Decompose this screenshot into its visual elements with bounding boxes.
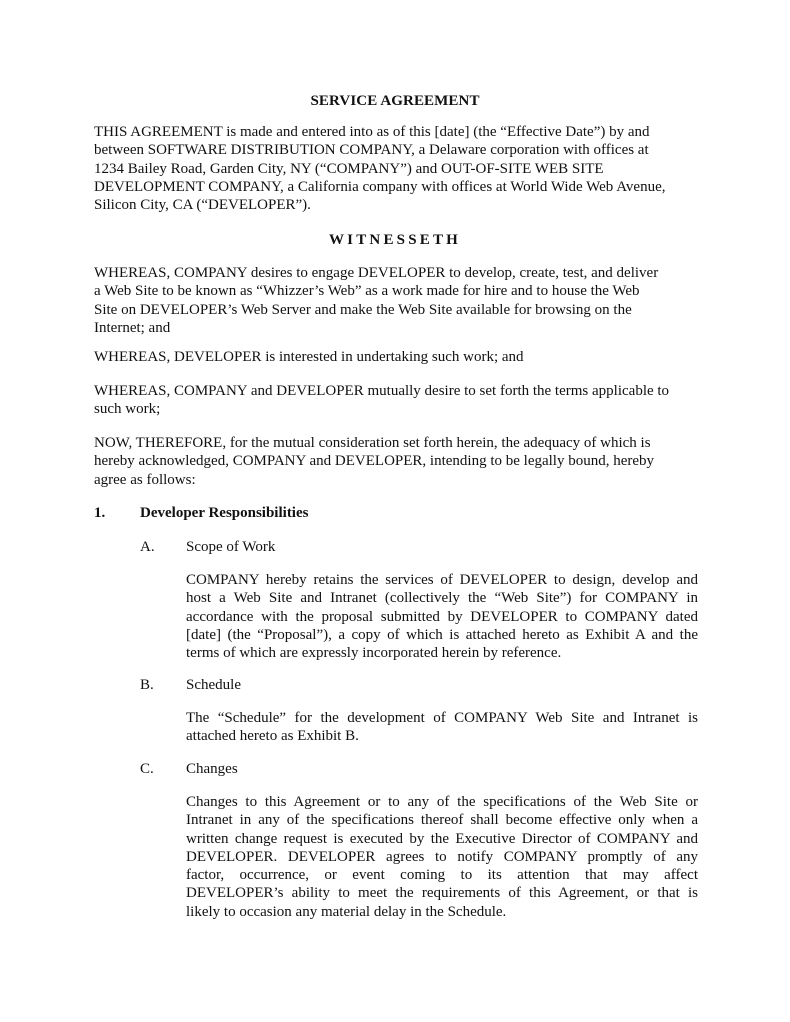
whereas-line: a Web Site to be known as “Whizzer’s Web” as a work made for hire and to house the Web <box>94 283 640 300</box>
intro-paragraph <box>94 123 714 214</box>
whereas-paragraph-2 <box>94 348 714 366</box>
subsection-line: DEVELOPER. DEVELOPER agrees to notify COMPANY promptly of any <box>186 848 698 865</box>
section-number: 1. <box>94 505 106 521</box>
now-therefore-paragraph <box>94 434 714 489</box>
subsection-line: COMPANY hereby retains the services of DEVELOPER to design, develop and <box>186 572 698 588</box>
subsection-body <box>186 571 698 662</box>
intro-line: between SOFTWARE DISTRIBUTION COMPANY, a Delaware corporation with offices at <box>94 142 649 159</box>
witnesseth-heading: WITNESSETH <box>328 232 462 248</box>
subsection-body <box>186 793 698 921</box>
subsection-line: written change request is executed by the Executive Director of COMPANY and <box>186 830 698 847</box>
subsection-title: Schedule <box>186 677 241 693</box>
intro-line: THIS AGREEMENT is made and entered into as of this [date] (the “Effective Date”) by and <box>94 124 650 140</box>
whereas-line: WHEREAS, COMPANY and DEVELOPER mutually desire to set forth the terms applicable to <box>94 383 670 399</box>
subsection-line: DEVELOPER’s ability to meet the requirements of this Agreement, or that is <box>186 885 698 902</box>
intro-line: Silicon City, CA (“DEVELOPER”). <box>94 197 311 214</box>
intro-line: 1234 Bailey Road, Garden City, NY (“COMPANY”) and OUT-OF-SITE WEB SITE <box>94 160 604 177</box>
subsection-line: Changes to this Agreement or to any of the specifications of the Web Site or <box>186 794 698 810</box>
document-title: SERVICE AGREEMENT <box>310 93 480 109</box>
now-therefore-line: agree as follows: <box>94 471 196 488</box>
subsection-line: The “Schedule” for the development of COMPANY Web Site and Intranet is <box>186 710 698 726</box>
subsection-line: Intranet in any of the specifications thereof shall become effective only when a <box>186 812 698 829</box>
subsection-line: terms of which are expressly incorporated herein by reference. <box>186 645 562 662</box>
now-therefore-line: hereby acknowledged, COMPANY and DEVELOPER, intending to be legally bound, hereby <box>94 453 655 470</box>
subsection-title: Changes <box>186 761 238 777</box>
subsection-line: [date] (the “Proposal”), a copy of which is attached hereto as Exhibit A and the <box>186 626 698 643</box>
whereas-line: WHEREAS, DEVELOPER is interested in undertaking such work; and <box>94 349 524 365</box>
section-title: Developer Responsibilities <box>140 505 309 521</box>
whereas-line: WHEREAS, COMPANY desires to engage DEVELOPER to develop, create, test, and deliver <box>94 265 659 281</box>
subsection-line: host a Web Site and Intranet (collectively the “Web Site”) for COMPANY in <box>186 590 698 607</box>
subsection-letter: A. <box>140 539 155 555</box>
subsection-line: attached hereto as Exhibit B. <box>186 728 359 745</box>
now-therefore-line: NOW, THEREFORE, for the mutual consideration set forth herein, the adequacy of which is <box>94 435 651 451</box>
whereas-paragraph-1 <box>94 264 714 337</box>
subsection-body <box>186 709 698 746</box>
whereas-line: Site on DEVELOPER’s Web Server and make the Web Site available for browsing on the <box>94 301 632 318</box>
subsection-line: accordance with the proposal submitted by DEVELOPER to COMPANY dated <box>186 608 698 625</box>
intro-line: DEVELOPMENT COMPANY, a California company with offices at World Wide Web Avenue, <box>94 178 666 195</box>
subsection-line: factor, occurrence, or event coming to its attention that may affect <box>186 867 698 884</box>
whereas-paragraph-3 <box>94 382 714 419</box>
subsection-letter: C. <box>140 761 154 777</box>
subsection-line: likely to occasion any material delay in the Schedule. <box>186 903 507 920</box>
whereas-line: Internet; and <box>94 319 171 336</box>
subsection-title: Scope of Work <box>186 539 276 555</box>
whereas-line: such work; <box>94 401 161 418</box>
subsection-letter: B. <box>140 677 154 693</box>
